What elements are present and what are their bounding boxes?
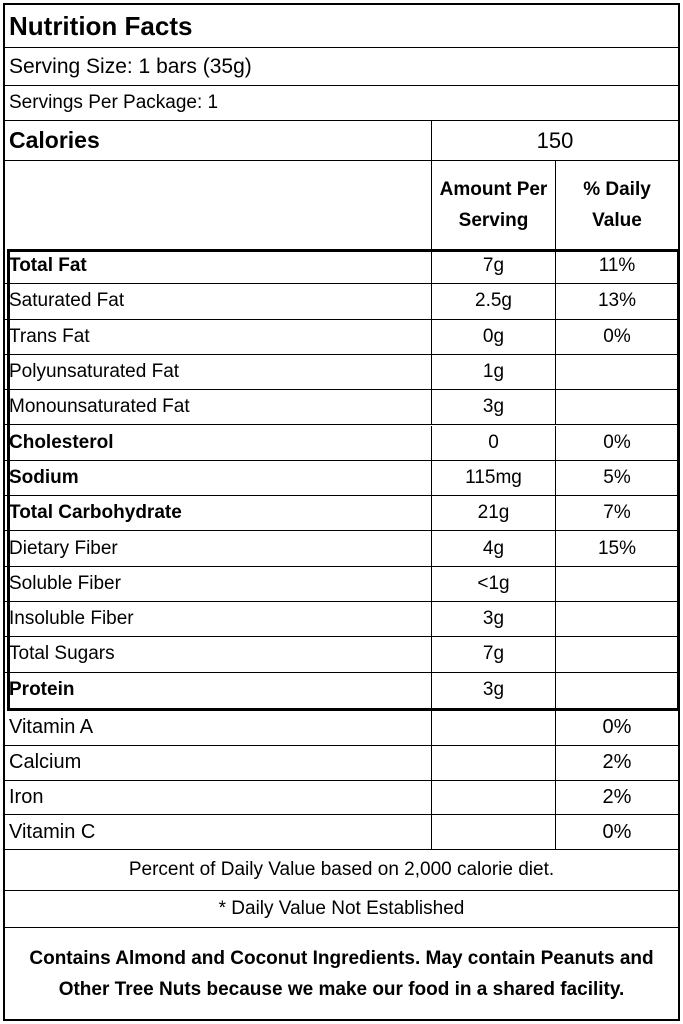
nutrient-amount: 7g	[482, 255, 505, 277]
nutrient-name-cell	[9, 390, 429, 424]
nutrient-dv: 0%	[603, 325, 631, 347]
nutrition-label	[3, 3, 680, 1021]
nutrient-amount: 115mg	[465, 466, 522, 488]
nutrient-dv-cell	[555, 355, 678, 389]
nutrient-dv: 13%	[597, 290, 637, 312]
nutrient-name: Protein	[9, 679, 75, 701]
nutrient-name: Total Fat	[9, 255, 87, 277]
nutrient-amount-cell	[431, 496, 555, 530]
nutrient-dv: 7%	[603, 502, 631, 524]
nutrient-name-cell	[9, 320, 429, 354]
nutrient-amount: 4g	[482, 537, 505, 559]
not-established-footnote: * Daily Value Not Established	[218, 898, 465, 919]
nutrient-name: Soluble Fiber	[9, 572, 121, 594]
vitamin-name: Calcium	[9, 751, 82, 774]
vitamin-name: Iron	[9, 785, 44, 808]
nutrient-amount: 3g	[482, 396, 505, 418]
nutrient-row	[5, 602, 678, 637]
nutrient-name-cell	[9, 602, 429, 636]
vitamin-dv-cell	[555, 711, 678, 745]
nutrient-amount-cell	[431, 567, 555, 601]
title-text: Nutrition Facts	[9, 10, 193, 41]
nutrient-name: Sodium	[9, 466, 79, 488]
nutrient-row	[5, 531, 678, 566]
nutrient-row	[5, 355, 678, 390]
vitamin-name: Vitamin A	[9, 716, 94, 739]
not-established-row	[5, 891, 678, 928]
vitamin-name-cell	[9, 746, 429, 780]
nutrient-row	[5, 567, 678, 602]
vitamin-dv: 0%	[602, 820, 632, 843]
nutrient-amount: 21g	[477, 502, 510, 524]
nutrient-row	[5, 496, 678, 531]
nutrient-name-cell	[9, 637, 429, 671]
calories-value: 150	[431, 121, 678, 160]
nutrient-dv-cell	[555, 320, 678, 354]
nutrient-name-cell	[9, 426, 429, 460]
nutrient-dv-cell	[555, 496, 678, 530]
vitamin-dv-cell	[555, 781, 678, 815]
vitamin-name: Vitamin C	[9, 820, 96, 843]
nutrient-dv: 5%	[603, 466, 631, 488]
serving-size: Serving Size: 1 bars (35g)	[9, 54, 252, 78]
nutrient-name: Trans Fat	[9, 325, 90, 347]
daily-value-header: % Daily Value	[555, 161, 678, 249]
nutrient-name-cell	[9, 355, 429, 389]
nutrient-row	[5, 461, 678, 496]
nutrient-dv-cell	[555, 426, 678, 460]
vitamin-row	[5, 815, 678, 850]
nutrient-amount: 3g	[482, 608, 505, 630]
nutrient-name: Total Carbohydrate	[9, 502, 182, 524]
nutrient-name: Saturated Fat	[9, 290, 125, 312]
vitamin-name-cell	[9, 781, 429, 815]
nutrient-amount-cell	[431, 426, 555, 460]
vitamin-amount-cell	[431, 746, 555, 780]
nutrient-row	[5, 673, 678, 708]
nutrient-amount-cell	[431, 673, 555, 708]
amount-per-serving-header: Amount Per Serving	[431, 161, 555, 249]
nutrient-dv-cell	[555, 461, 678, 495]
nutrient-dv-cell	[555, 637, 678, 671]
nutrient-name-cell	[9, 461, 429, 495]
daily-value-footnote: Percent of Daily Value based on 2,000 calorie diet.	[128, 859, 555, 880]
nutrient-dv-cell	[555, 673, 678, 708]
nutrient-row	[5, 320, 678, 355]
nutrient-dv-cell	[555, 531, 678, 565]
nutrient-row	[5, 390, 678, 425]
nutrient-name: Insoluble Fiber	[9, 608, 134, 630]
nutrient-name: Polyunsaturated Fat	[9, 361, 180, 383]
nutrient-amount: 7g	[482, 643, 505, 665]
nutrient-name-cell	[9, 673, 429, 708]
nutrient-dv: 11%	[598, 255, 636, 277]
label-title	[9, 5, 429, 47]
nutrient-amount: 1g	[482, 361, 505, 383]
vitamin-dv: 2%	[602, 785, 632, 808]
header-spacer	[9, 161, 429, 249]
nutrient-amount-cell	[431, 390, 555, 424]
nutrient-amount-cell	[431, 461, 555, 495]
nutrient-name: Monounsaturated Fat	[9, 396, 190, 418]
nutrient-row	[5, 637, 678, 672]
nutrient-amount-cell	[431, 320, 555, 354]
title-row	[5, 5, 678, 48]
nutrient-name-cell	[9, 249, 429, 283]
nutrient-dv-cell	[555, 602, 678, 636]
nutrient-row	[5, 249, 678, 284]
nutrient-amount-cell	[431, 602, 555, 636]
vitamin-dv: 0%	[602, 716, 632, 739]
nutrient-name: Total Sugars	[9, 643, 115, 665]
nutrient-amount: 3g	[482, 679, 505, 701]
nutrient-amount: 2.5g	[475, 290, 512, 312]
servings-per-package-row	[5, 86, 678, 121]
nutrient-name-cell	[9, 496, 429, 530]
vitamin-row	[5, 746, 678, 781]
nutrient-amount-cell	[431, 249, 555, 283]
nutrient-dv-cell	[555, 249, 678, 283]
vitamin-amount-cell	[431, 781, 555, 815]
nutrient-amount-cell	[431, 284, 555, 318]
vitamin-dv-cell	[555, 746, 678, 780]
vitamin-row	[5, 711, 678, 746]
vitamin-dv-cell	[555, 815, 678, 849]
nutrient-dv-cell	[555, 390, 678, 424]
calories-row	[5, 121, 678, 161]
nutrient-name-cell	[9, 567, 429, 601]
vitamin-dv: 2%	[602, 751, 632, 774]
nutrient-dv-cell	[555, 567, 678, 601]
nutrient-dv: 0%	[603, 431, 631, 453]
calories-label: Calories	[9, 127, 100, 153]
vitamin-name-cell	[9, 711, 429, 745]
nutrient-amount-cell	[431, 637, 555, 671]
servings-per-package: Servings Per Package: 1	[9, 92, 219, 113]
nutrient-amount: 0	[488, 431, 499, 453]
nutrient-amount: 0g	[482, 325, 505, 347]
vitamin-name-cell	[9, 815, 429, 849]
nutrient-row	[5, 284, 678, 319]
daily-value-footnote-row	[5, 850, 678, 891]
allergen-row	[5, 928, 678, 1019]
nutrient-name-cell	[9, 284, 429, 318]
nutrient-amount-cell	[431, 531, 555, 565]
nutrient-name: Dietary Fiber	[9, 537, 118, 559]
serving-size-row	[5, 48, 678, 86]
nutrient-dv: 15%	[597, 537, 637, 559]
nutrient-name-cell	[9, 531, 429, 565]
vitamin-row	[5, 781, 678, 816]
nutrient-name: Cholesterol	[9, 431, 114, 453]
nutrient-amount: <1g	[477, 572, 510, 594]
allergen-statement: Contains Almond and Coconut Ingredients. May contain Peanuts and Other Tree Nuts because we make our food in a shared facility.	[29, 947, 654, 1000]
nutrient-dv-cell	[555, 284, 678, 318]
column-header-row	[5, 161, 678, 249]
nutrient-row	[5, 426, 678, 461]
vitamin-amount-cell	[431, 711, 555, 745]
nutrient-amount-cell	[431, 355, 555, 389]
vitamin-amount-cell	[431, 815, 555, 849]
